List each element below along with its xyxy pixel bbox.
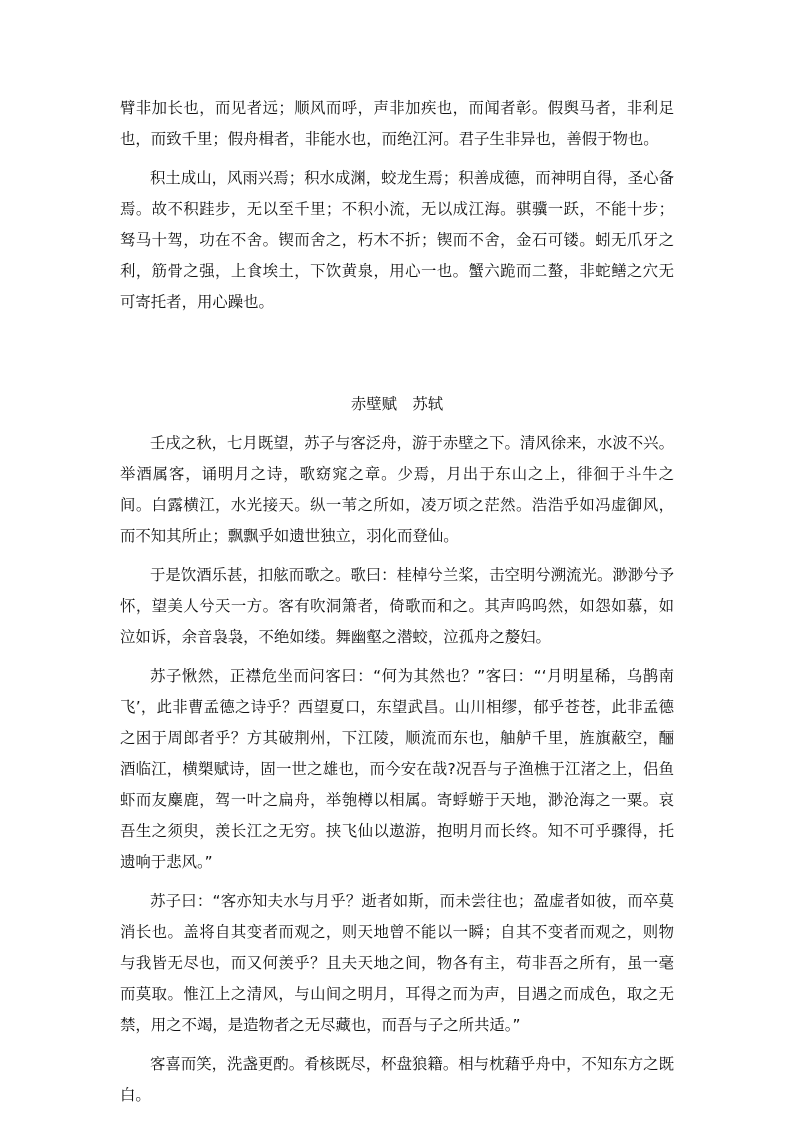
chibi-title: 赤壁赋 苏轼 (350, 395, 444, 413)
quanxue-paragraph-1: 臂非加长也，而见者远；顺风而呼，声非加疾也，而闻者彰。假舆马者，非利足也，而致千里；假舟楫者，非能水也，而绝江河。君子生非异也，善假于物也。 (120, 99, 674, 148)
chibi-paragraph-3: 苏子愀然，正襟危坐而问客曰：“何为其然也？”客曰：“‘月明星稀，乌鹊南飞’，此非曹孟德之诗乎？西望夏口，东望武昌。山川相缪，郁乎苍苍，此非孟德之困于周郎者乎？方其破荆州，下江陵，顺流而东也，舳舻千里，旌旗蔽空，酾酒临江，横槊赋诗，固一世之雄也，而今安在哉?况吾与子渔樵于江渚之上，侣鱼虾而友麋鹿，驾一叶之扁舟，举匏樽以相属。寄蜉蝣于天地，渺沧海之一粟。哀吾生之须臾，羡长江之无穷。挟飞仙以遨游，抱明月而长终。知不可乎骤得，托遗响于悲风。” (120, 667, 674, 871)
chibi-paragraph-4: 苏子曰：“客亦知夫水与月乎？逝者如斯，而未尝往也；盈虚者如彼，而卒莫消长也。盖将自其变者而观之，则天地曾不能以一瞬；自其不变者而观之，则物与我皆无尽也，而又何羡乎？且夫天地之间，物各有主，苟非吾之所有，虽一毫而莫取。惟江上之清风，与山间之明月，耳得之而为声，目遇之而成色，取之无禁，用之不竭，是造物者之无尽藏也，而吾与子之所共适。” (120, 892, 674, 1034)
document-body (120, 93, 674, 1119)
chibi-paragraph-1: 壬戌之秋，七月既望，苏子与客泛舟，游于赤壁之下。清风徐来，水波不兴。举酒属客，诵明月之诗，歌窈窕之章。少焉，月出于东山之上，徘徊于斗牛之间。白露横江，水光接天。纵一苇之所如，凌万顷之茫然。浩浩乎如冯虚御风，而不知其所止；飘飘乎如遗世独立，羽化而登仙。 (120, 434, 674, 545)
chibi-paragraph-5: 客喜而笑，洗盏更酌。肴核既尽，杯盘狼籍。相与枕藉乎舟中，不知东方之既白。 (120, 1055, 674, 1104)
chibi-paragraph-2: 于是饮酒乐甚，扣舷而歌之。歌曰：桂棹兮兰桨，击空明兮溯流光。渺渺兮予怀，望美人兮天一方。客有吹洞箫者，倚歌而和之。其声呜呜然，如怨如慕，如泣如诉，余音袅袅，不绝如缕。舞幽壑之潜蛟，泣孤舟之嫠妇。 (120, 566, 674, 646)
section-gap (120, 326, 674, 389)
quanxue-paragraph-2: 积土成山，风雨兴焉；积水成渊，蛟龙生焉；积善成德，而神明自得，圣心备焉。故不积跬步，无以至千里；不积小流，无以成江海。骐骥一跃，不能十步；驽马十驾，功在不舍。锲而舍之，朽木不折；锲而不舍，金石可镂。蚓无爪牙之利，筋骨之强，上食埃土，下饮黄泉，用心一也。蟹六跪而二螯，非蛇鳝之穴无可寄托者，用心躁也。 (120, 169, 674, 311)
